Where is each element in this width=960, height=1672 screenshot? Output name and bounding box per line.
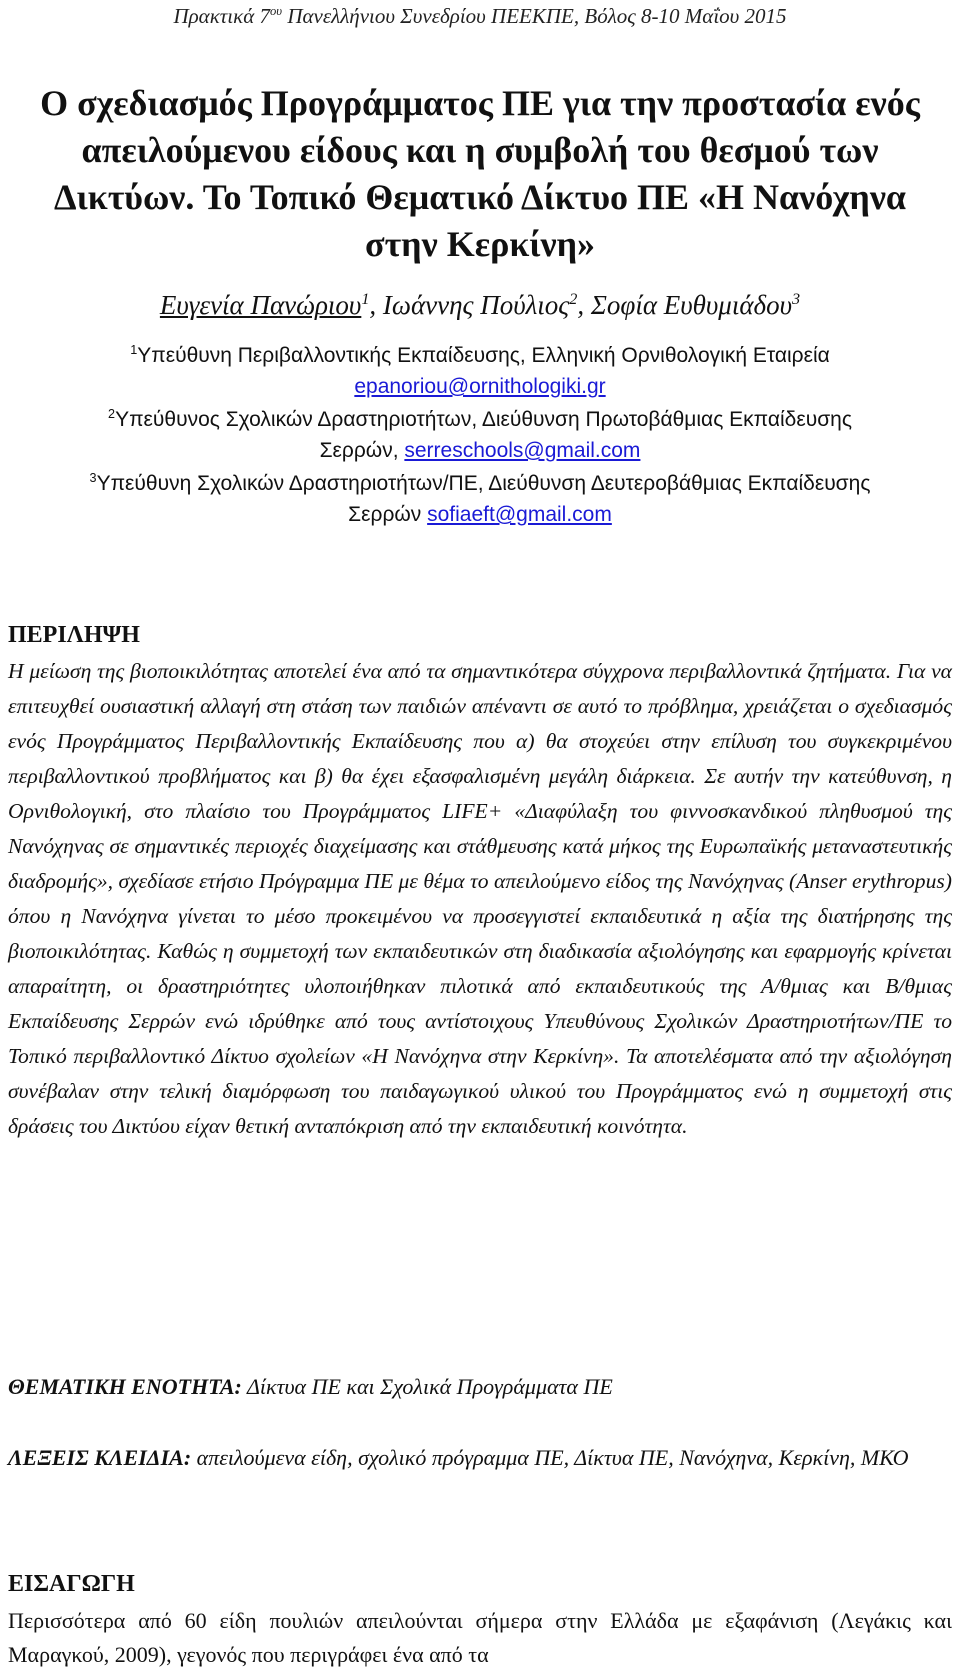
thematic-unit-value: Δίκτυα ΠΕ και Σχολικά Προγράμματα ΠΕ — [241, 1374, 613, 1399]
affiliation-text: Υπεύθυνη Περιβαλλοντικής Εκπαίδευσης, Ελληνική Ορνιθολογική Εταιρεία — [137, 344, 830, 367]
author-name: Σοφία Ευθυμιάδου — [590, 290, 792, 320]
keywords-value: απειλούμενα είδη, σχολικό πρόγραμμα ΠΕ, Δίκτυα ΠΕ, Νανόχηνα, Κερκίνη, ΜΚΟ — [191, 1445, 909, 1470]
author-affiliation-number: 3 — [791, 290, 801, 308]
running-header-suffix: Πανελλήνιου Συνεδρίου ΠΕΕΚΠΕ, Βόλος 8-10 Μαΐου 2015 — [282, 4, 787, 28]
email-link[interactable]: epanoriou@ornithologiki.gr — [354, 375, 606, 398]
keywords-label: ΛΕΞΕΙΣ ΚΛΕΙΔΙΑ: — [8, 1445, 192, 1470]
running-header-superscript: ου — [270, 4, 283, 18]
affiliation-text: Υπεύθυνος Σχολικών Δραστηριοτήτων, Διεύθυνση Πρωτοβάθμιας Εκπαίδευσης — [115, 408, 852, 431]
affiliation-number: 3 — [89, 471, 97, 485]
affiliation-number: 2 — [108, 407, 116, 421]
email-link[interactable]: serreschools@gmail.com — [404, 439, 641, 462]
affiliation-2 — [0, 404, 960, 466]
affiliation-3 — [0, 468, 960, 530]
abstract-text: Η μείωση της βιοποικιλότητας αποτελεί ένα από τα σημαντικότερα σύγχρονα περιβαλλοντικά ζητήματα. Για να επιτευχθεί ουσιαστική αλλαγή στη στάση των παιδιών απέναντι σε αυτό το πρόβλημα, χρειάζεται ο σχεδιασμός ενός Προγράμματος Περιβαλλοντικής Εκπαίδευσης που α) θα στοχεύει στην επίλυση του συγκεκριμένου περιβαλλοντικού προβλήματος και β) θα έχει εξασφαλισμένη μεγάλη διάρκεια. Σε αυτήν την κατεύθυνση, η Ορνιθολογική, στο πλαίσιο του Προγράμματος LIFE+ «Διαφύλαξη του φιννοσκανδικού πληθυσμού της Νανόχηνας σε σημαντικές περιοχές διαχείμασης και στάθμευσης κατά μήκος της Ευρωπαϊκής μεταναστευτικής διαδρομής», σχεδίασε ετήσιο Πρόγραμμα ΠΕ με θέμα το απειλούμενο είδος της Νανόχηνας (Anser erythropus) όπου η Νανόχηνα γίνεται το μέσο προκειμένου να προσεγγιστεί εκπαιδευτικά η αξία της διατήρησης της βιοποικιλότητας. Καθώς η συμμετοχή των εκπαιδευτικών στη διαδικασία αξιολόγησης και εφαρμογής κρίνεται απαραίτητη, οι δραστηριότητες υλοποιήθηκαν πιλοτικά από εκπαιδευτικούς της Α/θμιας και Β/θμιας Εκπαίδευσης Σερρών ενώ ιδρύθηκε από τους αντίστοιχους Υπευθύνους Σχολικών Δραστηριοτήτων/ΠΕ το Τοπικό περιβαλλοντικό Δίκτυο σχολείων «Η Νανόχηνα στην Κερκίνη». Τα αποτελέσματα από την αξιολόγηση συνέβαλαν στην τελική διαμόρφωση του παιδαγωγικού υλικού του Προγράμματος ενώ η συμμετοχή στις δράσεις του Δικτύου είχαν θετική ανταπόκριση από την εκπαιδευτική κοινότητα. — [8, 659, 952, 1138]
introduction-heading: ΕΙΣΑΓΩΓΗ — [8, 1571, 135, 1597]
affiliation-number: 1 — [130, 343, 138, 357]
keywords — [8, 1440, 952, 1475]
author-name: Ευγενία Πανώριου — [159, 290, 362, 320]
author-list — [0, 290, 960, 321]
author-affiliation-number: 1 — [361, 290, 370, 308]
affiliation-text-continued: Σερρών — [348, 503, 428, 526]
introduction-text: Περισσότερα από 60 είδη πουλιών απειλούνται σήμερα στην Ελλάδα με εξαφάνιση (Λεγάκις και Μαραγκού, 2009), γεγονός που περιγράφει ένα από τα — [8, 1608, 952, 1667]
abstract-heading: ΠΕΡΙΛΗΨΗ — [8, 622, 140, 648]
paper-title: Ο σχεδιασμός Προγράμματος ΠΕ για την προστασία ενός απειλούμενου είδους και η συμβολή του θεσμού των Δικτύων. Το Τοπικό Θεματικό Δίκτυο ΠΕ «Η Νανόχηνα στην Κερκίνη» — [40, 83, 920, 264]
author-affiliation-number: 2 — [569, 290, 578, 308]
running-header — [0, 4, 960, 29]
affiliation-text-continued: Σερρών, — [319, 439, 405, 462]
affiliation-1 — [0, 340, 960, 402]
running-header-text: Πρακτικά 7 — [173, 4, 270, 28]
affiliation-text: Υπεύθυνη Σχολικών Δραστηριοτήτων/ΠΕ, Διεύθυνση Δευτεροβάθμιας Εκπαίδευσης — [96, 472, 871, 495]
email-link[interactable]: sofiaeft@gmail.com — [427, 503, 612, 526]
thematic-unit — [8, 1374, 952, 1400]
thematic-unit-label: ΘΕΜΑΤΙΚΗ ΕΝΟΤΗΤΑ: — [8, 1374, 242, 1399]
author-separator: , — [577, 290, 591, 320]
author-separator: , — [369, 290, 383, 320]
author-name: Ιωάννης Πούλιος — [382, 290, 570, 320]
